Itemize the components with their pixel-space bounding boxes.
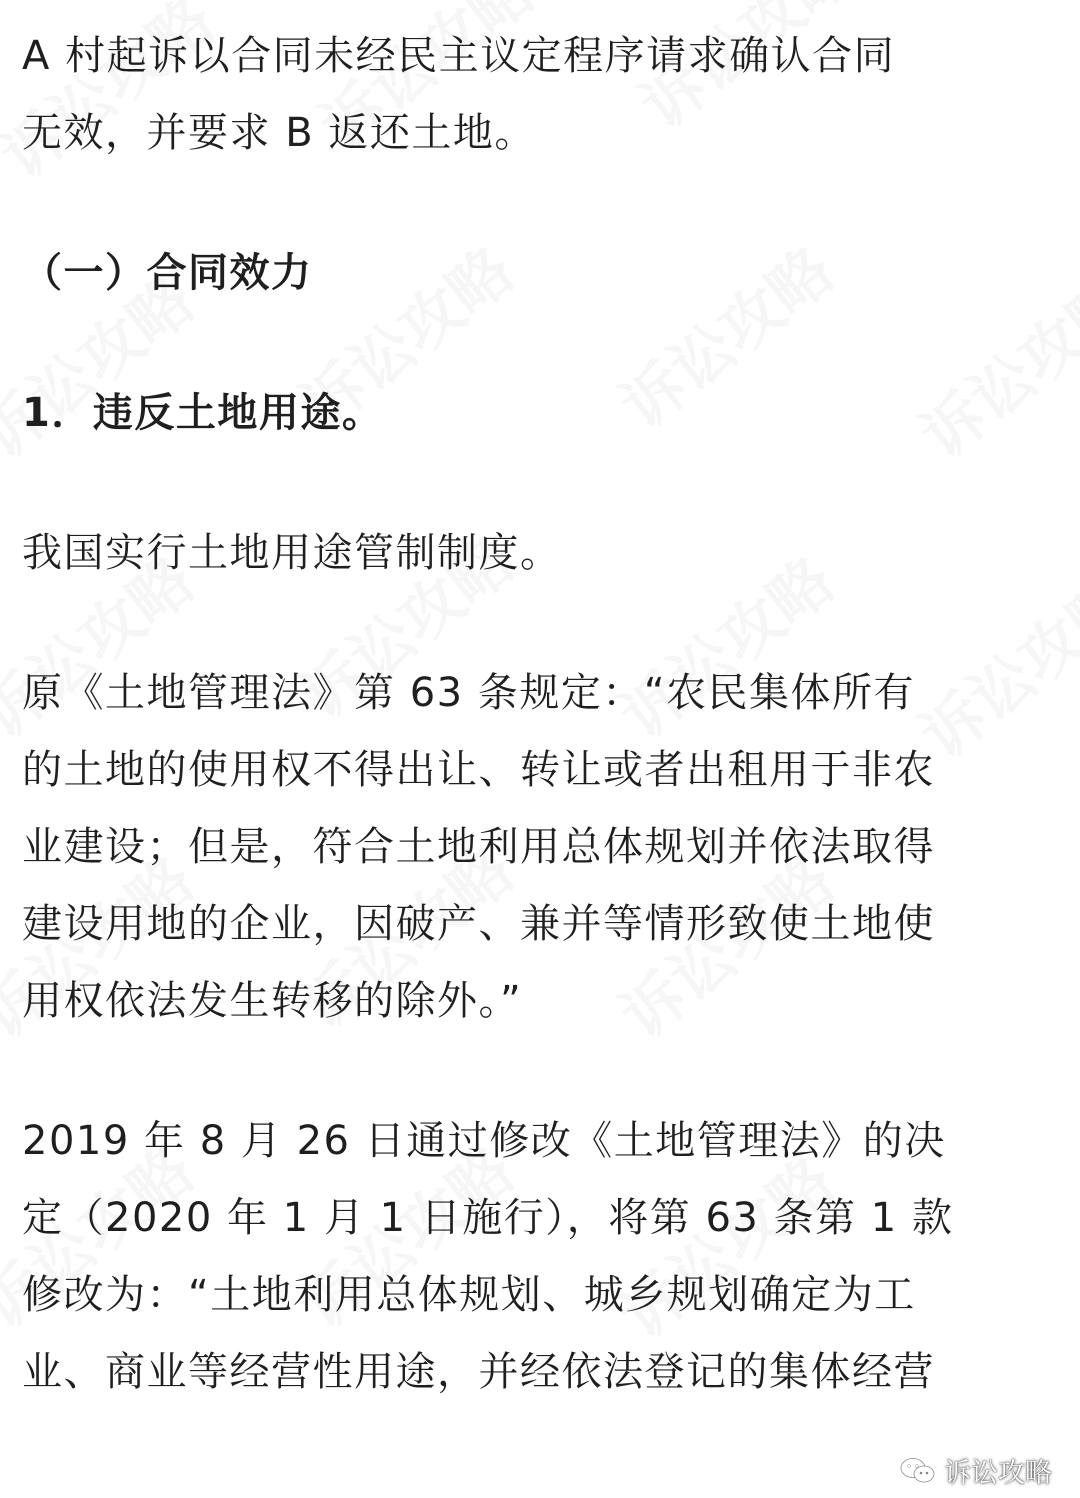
section-heading: （一）合同效力 (22, 250, 313, 296)
paragraph-gap (22, 1040, 1062, 1103)
paragraph-line: 2019 年 8 月 26 日通过修改《土地管理法》的决 (22, 1118, 946, 1164)
paragraph-line: 修改为：“土地利用总体规划、城乡规划确定为工 (22, 1272, 916, 1318)
paragraph-gap (22, 172, 1062, 235)
paragraph-line: 业、商业等经营性用途，并经依法登记的集体经营 (22, 1349, 935, 1395)
brand-label: 诉讼攻略 (944, 1458, 1052, 1489)
wechat-icon (900, 1457, 936, 1485)
paragraph-line: 的土地的使用权不得出让、转让或者出租用于非农 (22, 747, 935, 793)
paragraph-line: 定（2020 年 1 月 1 日施行），将第 63 条第 1 款 (22, 1195, 954, 1241)
paragraph-line: 业建设；但是，符合土地利用总体规划并依法取得 (22, 824, 935, 870)
paragraph-gap (22, 592, 1062, 655)
subsection-heading: 1．违反土地用途。 (22, 390, 384, 436)
paragraph-gap (22, 452, 1062, 515)
paragraph-line: 无效，并要求 B 返还土地。 (22, 110, 536, 156)
paragraph-gap (22, 312, 1062, 375)
paragraph-line: 原《土地管理法》第 63 条规定：“农民集体所有 (22, 670, 916, 716)
paragraph-line: 用权依法发生转移的除外。” (22, 978, 523, 1024)
brand-watermark (900, 1451, 1052, 1490)
article-body (22, 18, 1062, 1411)
paragraph-line: 建设用地的企业，因破产、兼并等情形致使土地使 (22, 901, 935, 947)
paragraph-line: A 村起诉以合同未经民主议定程序请求确认合同 (22, 33, 896, 79)
paragraph-line: 我国实行土地用途管制制度。 (22, 530, 562, 576)
